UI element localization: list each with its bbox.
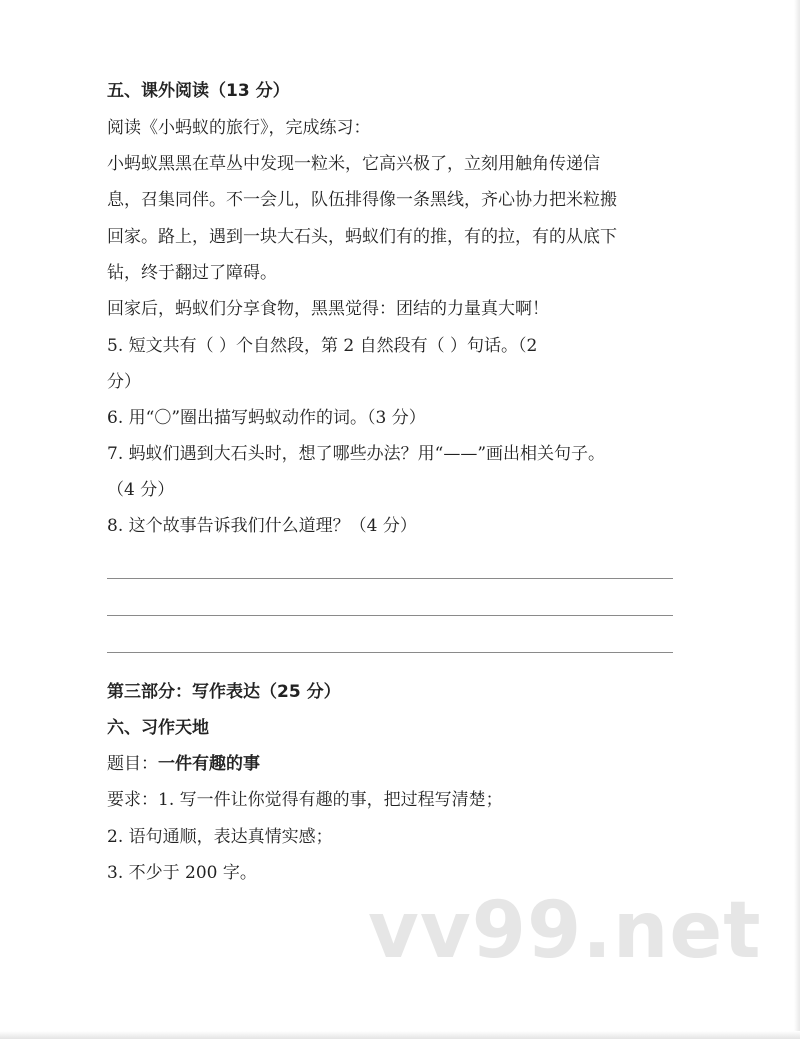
page-edge-shadow [794, 0, 800, 1039]
question-8: 8. 这个故事告诉我们什么道理？（4 分） [107, 516, 417, 536]
page-edge-shadow [0, 1031, 800, 1039]
requirement-2: 2. 语句通顺，表达真情实感； [107, 827, 333, 847]
question-5-continued: 分） [107, 372, 141, 392]
topic-label: 题目： [107, 754, 158, 774]
question-5: 5. 短文共有（ ）个自然段，第 2 自然段有（ ）句话。（2 [107, 336, 538, 356]
passage-line: 回家后，蚂蚁们分享食物，黑黑觉得：团结的力量真大啊！ [107, 299, 549, 319]
watermark: vv99.net [368, 886, 762, 976]
requirement-1: 要求：1. 写一件让你觉得有趣的事，把过程写清楚； [107, 790, 503, 810]
passage-line: 小蚂蚁黑黑在草丛中发现一粒米，它高兴极了，立刻用触角传递信 [107, 154, 600, 174]
reading-intro: 阅读《小蚂蚁的旅行》，完成练习： [107, 118, 371, 138]
section5-heading: 五、课外阅读（13 分） [107, 81, 290, 101]
question-6: 6. 用“〇”圈出描写蚂蚁动作的词。（3 分） [107, 408, 426, 428]
answer-line[interactable] [107, 578, 673, 579]
question-7: 7. 蚂蚁们遇到大石头时，想了哪些办法？用“——”画出相关句子。 [107, 444, 606, 464]
passage-line: 息，召集同伴。不一会儿，队伍排得像一条黑线，齐心协力把米粒搬 [107, 190, 617, 210]
answer-line[interactable] [107, 615, 673, 616]
section6-heading: 六、习作天地 [107, 718, 209, 738]
part3-heading: 第三部分：写作表达（25 分） [107, 682, 341, 702]
requirement-3: 3. 不少于 200 字。 [107, 863, 257, 883]
essay-topic [107, 753, 260, 775]
passage-line: 钻，终于翻过了障碍。 [107, 263, 277, 283]
passage-line: 回家。路上，遇到一块大石头，蚂蚁们有的推，有的拉，有的从底下 [107, 227, 617, 247]
topic-title: 一件有趣的事 [158, 754, 260, 774]
question-7-continued: （4 分） [107, 480, 175, 500]
answer-line[interactable] [107, 652, 673, 653]
